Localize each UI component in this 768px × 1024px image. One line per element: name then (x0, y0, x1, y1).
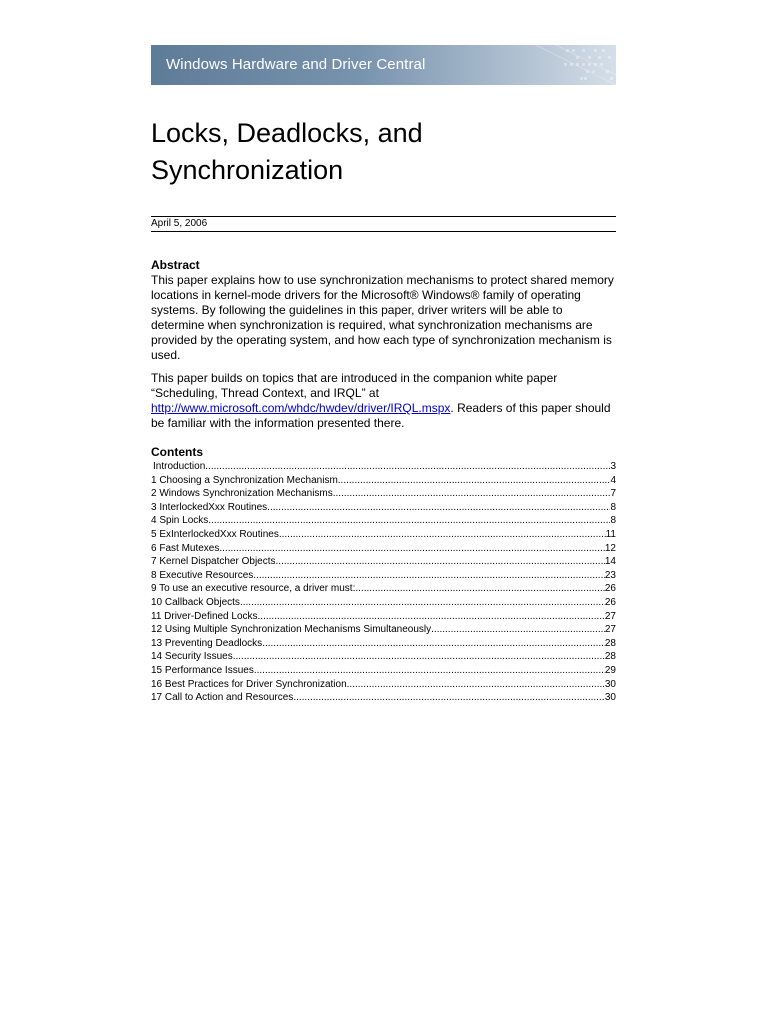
toc-dot-leader (431, 623, 605, 637)
binary-pattern-decoration (416, 45, 616, 85)
toc-entry[interactable] (151, 623, 616, 637)
toc-dot-leader (276, 555, 605, 569)
toc-entry-page: 30 (604, 692, 616, 704)
toc-entry-label: 14 Security Issues (151, 651, 233, 663)
toc-entry-label: 6 Fast Mutexes (151, 542, 220, 554)
toc-entry-page: 3 (610, 461, 616, 472)
toc-entry-label: 8 Executive Resources (151, 569, 254, 581)
toc-dot-leader (254, 664, 605, 678)
title-line-1: Locks, Deadlocks, and (151, 118, 423, 148)
table-of-contents (151, 460, 616, 705)
toc-entry-label: 7 Kernel Dispatcher Objects (151, 556, 276, 568)
toc-dot-leader (240, 596, 605, 610)
toc-entry-label: 2 Windows Synchronization Mechanisms (151, 488, 333, 500)
toc-entry-label: Introduction (153, 461, 206, 472)
irql-paper-link[interactable]: http://www.microsoft.com/whdc/hwdev/driver/IRQL.mspx (151, 401, 451, 415)
toc-entry[interactable] (151, 528, 616, 542)
document-page (151, 45, 616, 705)
paragraph-2-text-after: . Readers of this paper should be familiar with the information presented there. (151, 401, 611, 430)
banner-title: Windows Hardware and Driver Central (166, 56, 426, 73)
toc-entry-page: 30 (604, 678, 616, 690)
toc-entry[interactable] (151, 637, 616, 651)
contents-heading: Contents (151, 445, 203, 459)
toc-entry[interactable] (151, 650, 616, 664)
toc-entry[interactable] (151, 691, 616, 705)
toc-dot-leader (355, 582, 605, 596)
toc-dot-leader (333, 487, 611, 501)
toc-entry[interactable] (151, 474, 616, 488)
date-bar (151, 216, 616, 232)
toc-entry[interactable] (151, 555, 616, 569)
toc-entry[interactable] (151, 582, 616, 596)
toc-dot-leader (338, 474, 611, 488)
toc-entry-label: 4 Spin Locks (151, 515, 209, 527)
toc-entry-label: 17 Call to Action and Resources (151, 692, 294, 704)
toc-entry-label: 9 To use an executive resource, a driver must: (151, 583, 356, 595)
toc-entry[interactable] (151, 542, 616, 556)
toc-dot-leader (293, 691, 605, 705)
toc-entry[interactable] (151, 596, 616, 610)
document-date: April 5, 2006 (151, 218, 208, 229)
toc-entry[interactable] (151, 610, 616, 624)
toc-entry-label: 1 Choosing a Synchronization Mechanism (151, 474, 338, 486)
toc-entry[interactable] (151, 514, 616, 528)
toc-dot-leader (262, 637, 605, 651)
toc-entry-page: 11 (605, 528, 616, 540)
toc-entry-page: 26 (604, 596, 616, 608)
toc-entry[interactable] (151, 487, 616, 501)
abstract-paragraph-2 (151, 371, 616, 431)
toc-dot-leader (347, 678, 605, 692)
abstract-heading: Abstract (151, 258, 200, 272)
toc-entry-page: 28 (604, 637, 616, 649)
toc-entry-label: 12 Using Multiple Synchronization Mechanisms Simultaneously (151, 624, 432, 636)
toc-entry-label: 15 Performance Issues (151, 664, 254, 676)
toc-entry-label: 11 Driver-Defined Locks (151, 610, 258, 622)
header-banner (151, 45, 616, 85)
toc-dot-leader (258, 610, 605, 624)
document-title (151, 115, 616, 189)
toc-entry-page: 27 (604, 610, 616, 622)
toc-entry-page: 29 (604, 664, 616, 676)
toc-dot-leader (253, 569, 605, 583)
toc-entry-label: 16 Best Practices for Driver Synchronization (151, 678, 347, 690)
title-line-2: Synchronization (151, 155, 344, 185)
paragraph-2-text-before: This paper builds on topics that are introduced in the companion white paper “Scheduling, Thread Context, and IRQL” at (151, 371, 558, 400)
toc-dot-leader (279, 528, 606, 542)
toc-dot-leader (208, 514, 610, 528)
toc-dot-leader (219, 542, 605, 556)
toc-entry-page: 7 (610, 488, 616, 500)
toc-entry[interactable] (151, 678, 616, 692)
toc-entry-page: 4 (610, 474, 616, 486)
toc-entry[interactable] (151, 460, 616, 474)
toc-entry-page: 26 (604, 583, 616, 595)
toc-entry-page: 8 (610, 515, 616, 527)
toc-entry-page: 14 (604, 556, 616, 568)
toc-entry-label: 3 InterlockedXxx Routines (151, 501, 268, 513)
toc-dot-leader (233, 650, 605, 664)
toc-entry-page: 12 (604, 542, 616, 554)
toc-entry-page: 27 (604, 624, 616, 636)
toc-entry[interactable] (151, 501, 616, 515)
abstract-paragraph-1: This paper explains how to use synchronization mechanisms to protect shared memory locations in kernel-mode drivers for the Microsoft® Windows® family of operating systems. By following the guidelines in this paper, driver writers will be able to determine when synchronization is required, what synchronization mechanisms are provided by the operating system, and how each type of synchronization mechanism is used. (151, 273, 614, 362)
toc-entry[interactable] (151, 569, 616, 583)
toc-entry-page: 28 (604, 651, 616, 663)
toc-entry-page: 23 (604, 569, 616, 581)
toc-entry-label: 10 Callback Objects (151, 596, 240, 608)
toc-entry[interactable] (151, 664, 616, 678)
toc-entry-label: 5 ExInterlockedXxx Routines (151, 528, 279, 540)
toc-entry-page: 8 (610, 501, 616, 513)
toc-dot-leader (205, 460, 610, 474)
toc-dot-leader (267, 501, 610, 515)
toc-entry-label: 13 Preventing Deadlocks (151, 637, 263, 649)
